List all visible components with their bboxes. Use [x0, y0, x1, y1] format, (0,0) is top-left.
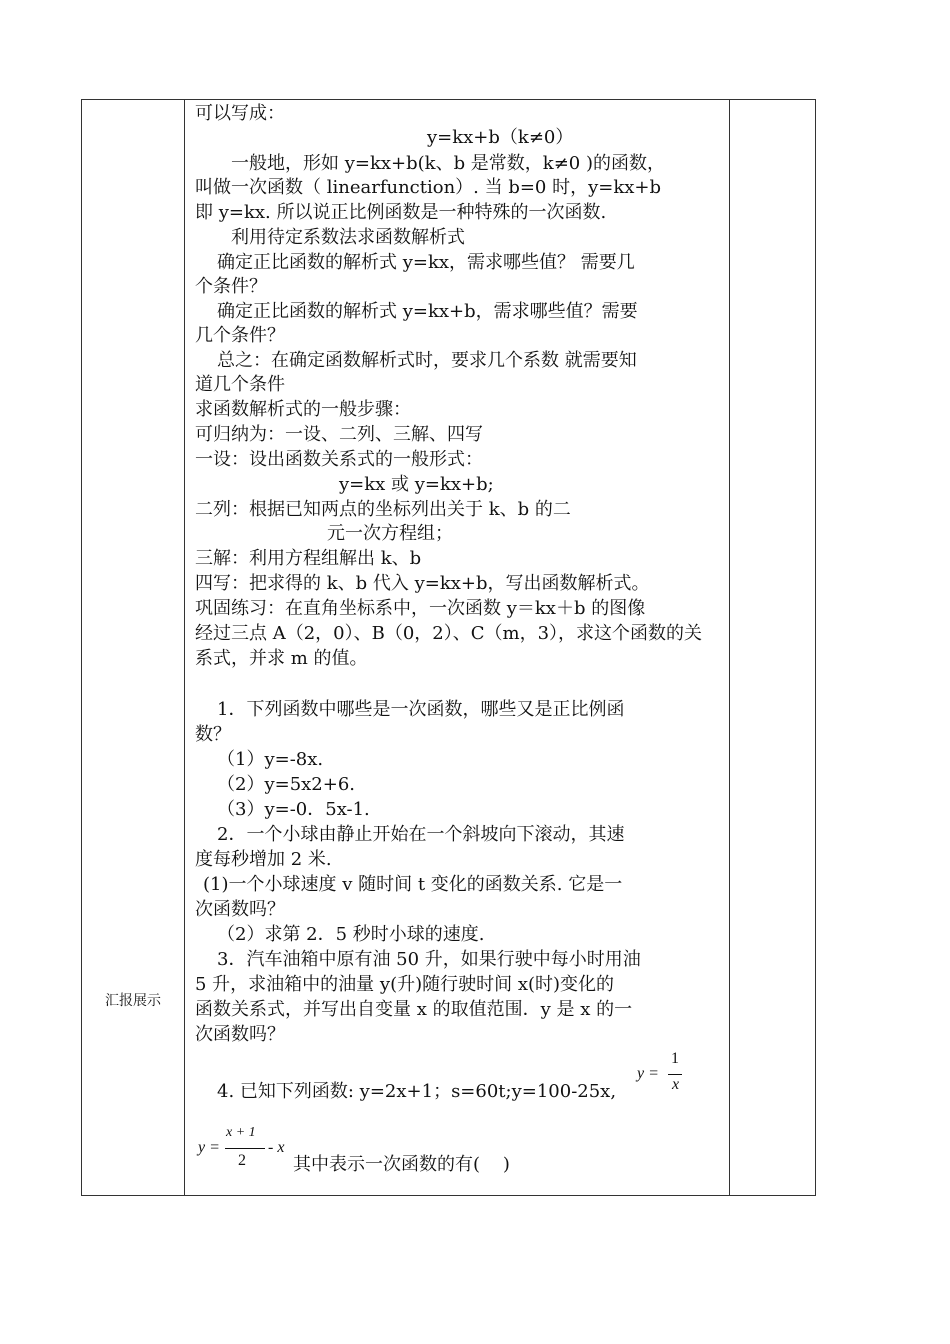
question-2: 2．一个小球由静止开始在一个斜坡向下滚动，其速	[217, 824, 625, 845]
text-line: 个条件？	[195, 276, 267, 297]
formula-tail: - x	[268, 1139, 285, 1156]
option-line: （2）y=5x2+6.	[217, 774, 356, 795]
text-line: 度每秒增加 2 米.	[195, 849, 332, 870]
text-line: 确定正比函数的解析式 y=kx，需求哪些值？ 需要几	[217, 252, 635, 273]
question-4: 4. 已知下列函数: y=2x+1；s=60t;y=100-25x,	[217, 1081, 617, 1102]
text-line: 二列：根据已知两点的坐标列出关于 k、b 的二	[195, 499, 571, 520]
text-line: 总之：在确定函数解析式时，要求几个系数 就需要知	[217, 350, 637, 371]
column-divider	[184, 100, 185, 1195]
formula-denominator: 2	[238, 1152, 246, 1169]
text-line: 函数关系式，并写出自变量 x 的取值范围．y 是 x 的一	[195, 999, 633, 1020]
fraction-bar	[225, 1148, 265, 1149]
text-line: 道几个条件	[195, 374, 285, 395]
text-line: 次函数吗？	[195, 1024, 285, 1045]
question-1: 1．下列函数中哪些是一次函数，哪些又是正比例函	[217, 699, 625, 720]
text-line: 可以写成：	[195, 103, 285, 124]
lesson-table	[81, 99, 816, 1196]
text-line: 系式，并求 m 的值。	[195, 648, 368, 669]
text-line: 数？	[195, 724, 231, 745]
option-line: （3）y=-0．5x-1.	[217, 799, 370, 820]
formula-lhs: y =	[198, 1139, 220, 1156]
text-line: 一般地，形如 y=kx+b(k、b 是常数，k≠0 )的函数，	[231, 153, 665, 174]
text-line: 几个条件？	[195, 325, 285, 346]
section-label: 汇报展示	[105, 993, 161, 1009]
formula-numerator: 1	[671, 1050, 679, 1067]
formula-line: y=kx+b（k≠0）	[427, 127, 574, 148]
fraction-formula-2	[198, 1125, 308, 1175]
column-divider	[729, 100, 730, 1195]
text-line: 次函数吗？	[195, 899, 285, 920]
text-line: 四写：把求得的 k、b 代入 y=kx+b，写出函数解析式。	[195, 573, 650, 594]
text-line: 可归纳为：一设、二列、三解、四写	[195, 424, 483, 445]
text-line: 确定正比函数的解析式 y=kx+b，需求哪些值？需要	[217, 301, 638, 322]
text-line: 求函数解析式的一般步骤：	[195, 399, 411, 420]
formula-numerator: x + 1	[226, 1125, 256, 1140]
formula-lhs: y =	[637, 1065, 659, 1082]
text-line: 利用待定系数法求函数解析式	[231, 227, 465, 248]
text-line: 经过三点 A（2，0）、B（0，2）、C（m，3），求这个函数的关	[195, 623, 703, 644]
formula-line: y=kx 或 y=kx+b;	[339, 474, 494, 495]
text-line: （2）求第 2．5 秒时小球的速度.	[217, 924, 485, 945]
question-3: 3．汽车油箱中原有油 50 升，如果行驶中每小时用油	[217, 949, 641, 970]
option-line: （1）y=-8x.	[217, 749, 324, 770]
formula-denominator: x	[672, 1076, 680, 1093]
text-line: (1)一个小球速度 v 随时间 t 变化的函数关系. 它是一	[203, 874, 623, 895]
text-line: 元一次方程组；	[327, 523, 453, 544]
text-line: 三解：利用方程组解出 k、b	[195, 548, 422, 569]
fraction-bar	[668, 1074, 682, 1075]
fraction-formula-1	[637, 1050, 697, 1100]
text-line: 巩固练习：在直角坐标系中，一次函数 y＝kx＋b 的图像	[195, 598, 646, 619]
text-line: 其中表示一次函数的有( )	[293, 1154, 510, 1175]
text-line: 叫做一次函数（ linearfunction）. 当 b=0 时，y=kx+b	[195, 177, 662, 198]
text-line: 5 升，求油箱中的油量 y(升)随行驶时间 x(时)变化的	[195, 974, 615, 995]
text-line: 一设：设出函数关系式的一般形式：	[195, 449, 483, 470]
text-line: 即 y=kx. 所以说正比例函数是一种特殊的一次函数.	[195, 202, 607, 223]
